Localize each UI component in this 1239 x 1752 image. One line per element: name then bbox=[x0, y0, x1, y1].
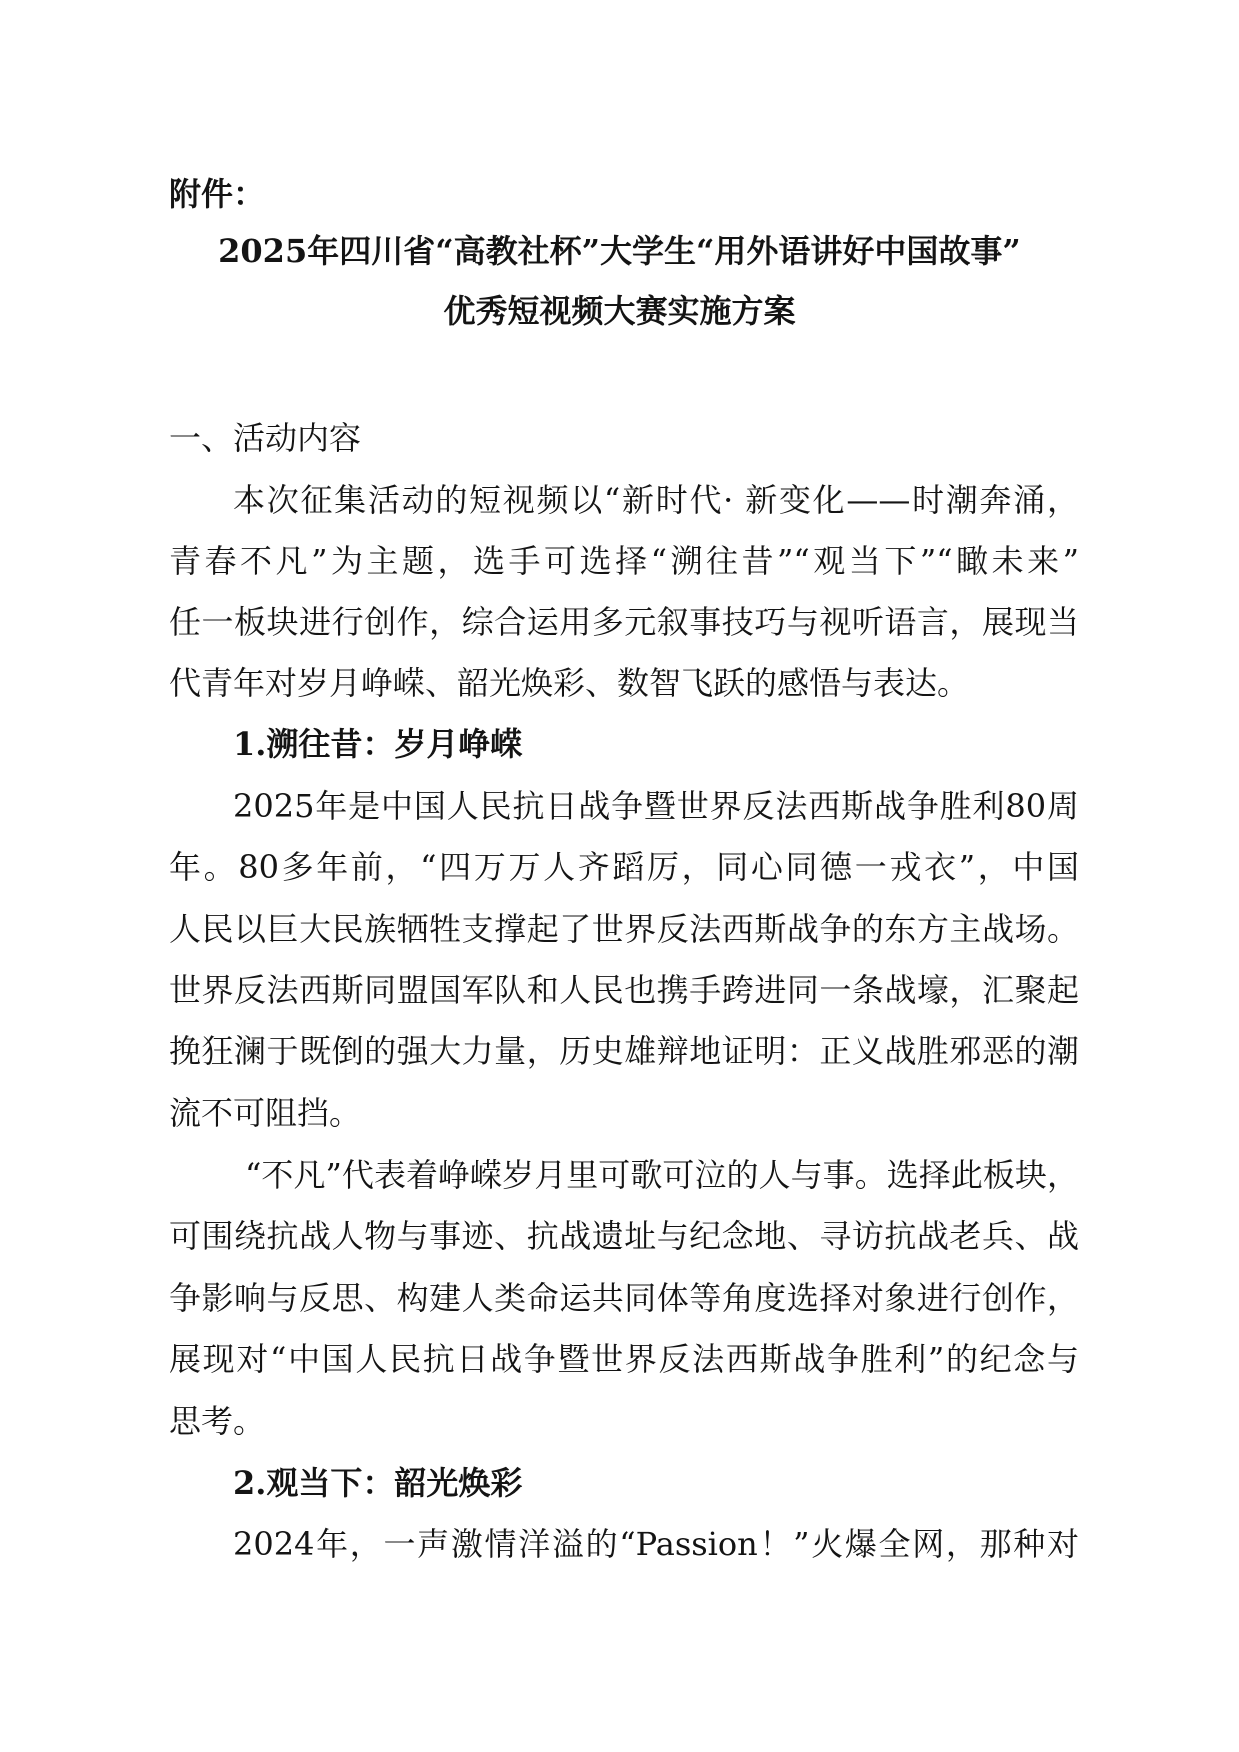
paragraph-line: 流不可阻挡。 bbox=[169, 1094, 362, 1132]
subsection-heading-1: 1.溯往昔：岁月峥嵘 bbox=[233, 725, 523, 763]
document-title-line-1: 2025年四川省“高教社杯”大学生“用外语讲好中国故事” bbox=[218, 232, 1021, 270]
section-heading: 一、活动内容 bbox=[169, 419, 362, 457]
paragraph-line: 人民以巨大民族牺牲支撑起了世界反法西斯战争的东方主战场。 bbox=[169, 910, 1079, 948]
paragraph-line: 挽狂澜于既倒的强大力量，历史雄辩地证明：正义战胜邪恶的潮 bbox=[169, 1032, 1079, 1070]
paragraph-line: 可围绕抗战人物与事迹、抗战遗址与纪念地、寻访抗战老兵、战 bbox=[169, 1217, 1079, 1255]
paragraph-line: 争影响与反思、构建人类命运共同体等角度选择对象进行创作， bbox=[169, 1279, 1079, 1317]
intro-line: 代青年对岁月峥嵘、韶光焕彩、数智飞跃的感悟与表达。 bbox=[169, 664, 970, 702]
attachment-label: 附件： bbox=[169, 175, 266, 213]
document-title-line-2: 优秀短视频大赛实施方案 bbox=[443, 292, 796, 330]
intro-line: 任一板块进行创作，综合运用多元叙事技巧与视听语言，展现当 bbox=[169, 603, 1079, 641]
paragraph-line: 2024年，一声激情洋溢的“Passion！”火爆全网，那种对 bbox=[233, 1525, 1079, 1563]
paragraph-line: 2025年是中国人民抗日战争暨世界反法西斯战争胜利80周 bbox=[233, 787, 1079, 825]
paragraph-line: 思考。 bbox=[169, 1402, 266, 1440]
subsection-heading-2: 2.观当下：韶光焕彩 bbox=[233, 1464, 523, 1502]
paragraph-line: 世界反法西斯同盟国军队和人民也携手跨进同一条战壕，汇聚起 bbox=[169, 971, 1079, 1009]
intro-line: 本次征集活动的短视频以“新时代· 新变化——时潮奔涌， bbox=[233, 481, 1079, 519]
paragraph-line: 展现对“中国人民抗日战争暨世界反法西斯战争胜利”的纪念与 bbox=[169, 1340, 1079, 1378]
paragraph-line: 年。80多年前，“四万万人齐蹈厉，同心同德一戎衣”，中国 bbox=[169, 848, 1079, 886]
intro-line: 青春不凡”为主题，选手可选择“溯往昔”“观当下”“瞰未来” bbox=[169, 542, 1079, 580]
paragraph-line: “不凡”代表着峥嵘岁月里可歌可泣的人与事。选择此板块， bbox=[245, 1156, 1079, 1194]
